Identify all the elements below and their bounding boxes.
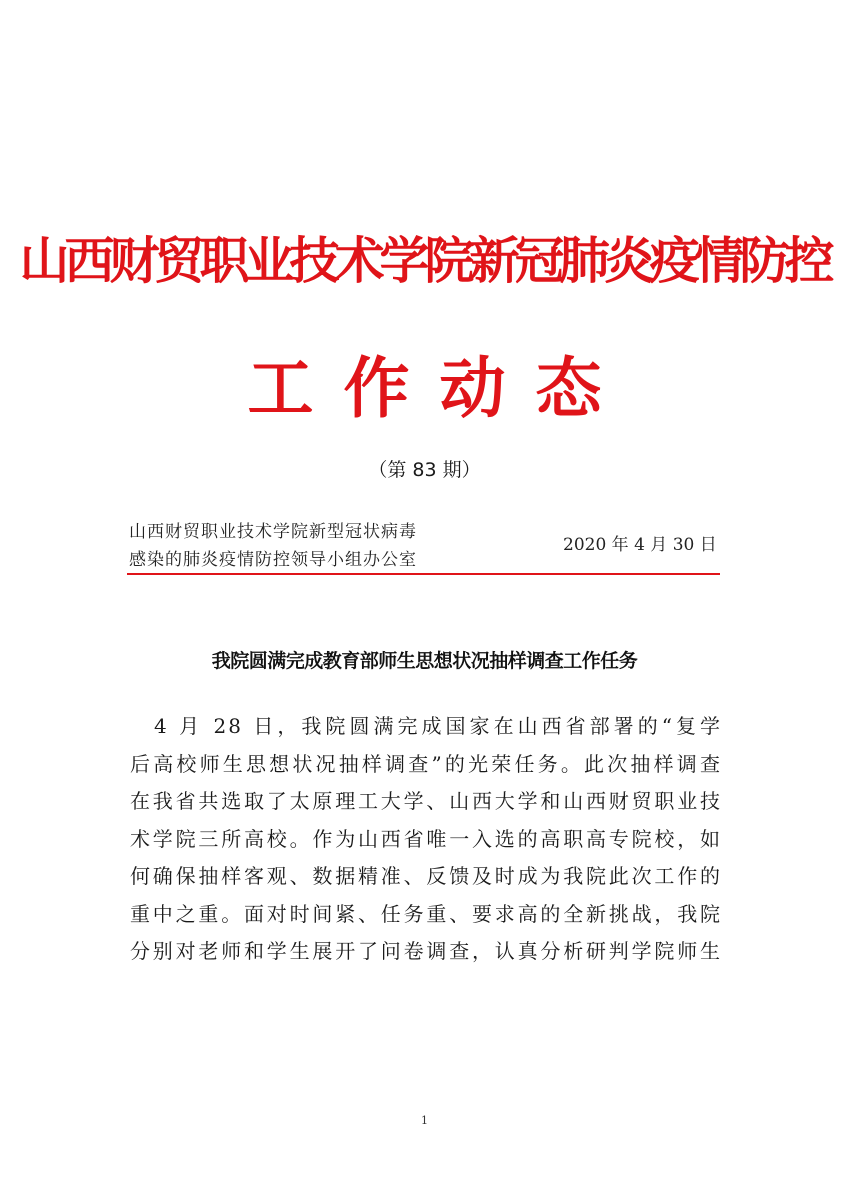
masthead-subtitle: 工作动态: [247, 349, 632, 427]
issuer-line: 感染的肺炎疫情防控领导小组办公室: [129, 550, 417, 570]
issue-date: 2020 年 4 月 30 日: [563, 535, 717, 555]
article-title: 我院圆满完成教育部师生思想状况抽样调查工作任务: [211, 650, 638, 672]
article-body: [130, 708, 722, 971]
header-divider: [127, 573, 720, 575]
page-number: 1: [421, 1114, 428, 1127]
issuer-line: 山西财贸职业技术学院新型冠状病毒: [129, 522, 417, 542]
masthead-title: 山西财贸职业技术学院新冠肺炎疫情防控: [19, 231, 830, 290]
body-line: 术学院三所高校。作为山西省唯一入选的高职高专院校，如: [130, 826, 722, 851]
body-line: 何确保抽样客观、数据精准、反馈及时成为我院此次工作的: [130, 864, 722, 888]
issue-number: （第 83 期）: [368, 459, 481, 481]
issuer-block: [129, 518, 417, 574]
body-line: 4 月 28 日，我院圆满完成国家在山西省部署的“复学: [130, 714, 722, 738]
body-line: 后高校师生思想状况抽样调查”的光荣任务。此次抽样调查: [130, 751, 722, 776]
body-line: 分别对老师和学生展开了问卷调查，认真分析研判学院师生: [130, 939, 722, 963]
body-line: 重中之重。面对时间紧、任务重、要求高的全新挑战，我院: [130, 901, 722, 926]
body-line: 在我省共选取了太原理工大学、山西大学和山西财贸职业技: [130, 789, 722, 813]
